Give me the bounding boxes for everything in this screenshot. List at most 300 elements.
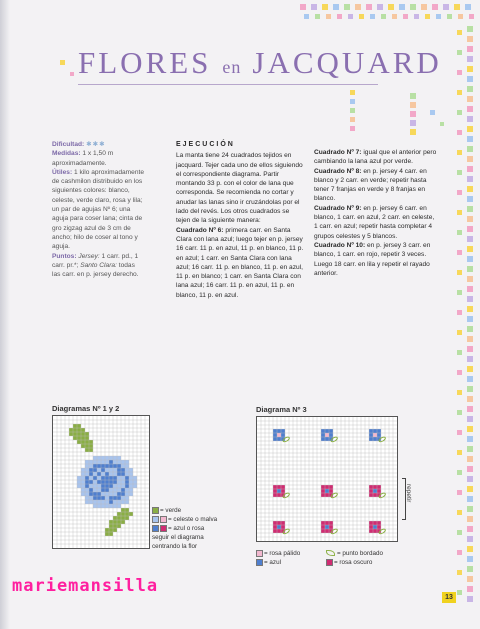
motif-cell	[273, 437, 277, 441]
flower-cell	[121, 468, 125, 472]
flower-cell	[105, 484, 109, 488]
leaf-cell	[81, 432, 85, 436]
deco-square	[410, 102, 416, 108]
leaf-cell	[121, 512, 125, 516]
motif-cell	[329, 433, 333, 437]
motif-cell	[281, 525, 285, 529]
deco-square	[410, 120, 416, 126]
leaf-cell	[125, 512, 129, 516]
flower-cell	[125, 484, 129, 488]
deco-square	[467, 86, 473, 92]
deco-square	[467, 126, 473, 132]
flower-cell	[101, 484, 105, 488]
deco-square	[467, 66, 473, 72]
motif-center-cell	[277, 433, 281, 437]
deco-square	[457, 210, 462, 215]
flower-cell	[93, 456, 97, 460]
flower-cell	[81, 492, 85, 496]
flower-cell	[101, 476, 105, 480]
motif-cell	[273, 525, 277, 529]
flower-cell	[109, 492, 113, 496]
deco-square	[467, 246, 473, 252]
flower-cell	[121, 488, 125, 492]
flower-cell	[133, 484, 137, 488]
flower-cell	[125, 496, 129, 500]
deco-square	[457, 470, 462, 475]
flower-cell	[105, 476, 109, 480]
deco-square	[403, 14, 408, 19]
motif-cell	[369, 521, 373, 525]
flower-cell	[97, 456, 101, 460]
motif-cell	[277, 521, 281, 525]
deco-square	[457, 90, 462, 95]
flower-cell	[97, 488, 101, 492]
deco-square	[467, 196, 473, 202]
flower-cell	[93, 496, 97, 500]
deco-square	[467, 56, 473, 62]
deco-square	[467, 76, 473, 82]
deco-square	[333, 4, 339, 10]
deco-square	[454, 4, 460, 10]
deco-square	[457, 450, 462, 455]
motif-cell	[369, 429, 373, 433]
deco-square	[467, 296, 473, 302]
deco-square	[467, 346, 473, 352]
leaf-cell	[113, 520, 117, 524]
deco-square	[355, 4, 361, 10]
flower-cell	[129, 472, 133, 476]
leaf-cell	[89, 444, 93, 448]
flower-cell	[113, 460, 117, 464]
flower-cell	[105, 492, 109, 496]
motif-cell	[329, 489, 333, 493]
flower-cell	[101, 500, 105, 504]
flower-cell	[117, 460, 121, 464]
motif-cell	[369, 437, 373, 441]
flower-cell	[97, 468, 101, 472]
square-9: Cuadrado Nº 9: en p. jersey 6 carr. en blanco, 1 carr. en azul, 2 carr. en celeste, 1 carr. en azul; repetir hasta completar 4 grupos celestes y 5 blancos.	[314, 204, 435, 240]
flower-cell	[109, 488, 113, 492]
flower-cell	[89, 476, 93, 480]
rosa-swatch	[160, 525, 167, 532]
motif-cell	[321, 529, 325, 533]
motif-cell	[273, 489, 277, 493]
deco-square	[467, 426, 473, 432]
motif-cell	[277, 493, 281, 497]
deco-square	[467, 186, 473, 192]
deco-square	[366, 4, 372, 10]
motif-cell	[321, 429, 325, 433]
deco-square	[304, 14, 309, 19]
deco-square	[467, 546, 473, 552]
leaf-cell	[73, 428, 77, 432]
diagram-3-legend: = rosa pálido = punto bordado = azul = rosa oscuro	[256, 549, 456, 567]
deco-square	[377, 4, 383, 10]
deco-square	[467, 576, 473, 582]
squares-column	[314, 148, 438, 278]
deco-square	[436, 14, 441, 19]
flower-cell	[93, 468, 97, 472]
square-8: Cuadrado Nº 8: en p. jersey 4 carr. en blanco y 2 carr. en verde; repetir hasta tener 7 franjas en verde y 8 franjas en blanco.	[314, 167, 427, 203]
leaf-cell	[85, 444, 89, 448]
malva-swatch	[160, 516, 167, 523]
flower-cell	[97, 496, 101, 500]
flower-cell	[117, 488, 121, 492]
deco-square	[425, 14, 430, 19]
motif-cell	[369, 433, 373, 437]
flower-cell	[109, 468, 113, 472]
flower-cell	[133, 480, 137, 484]
motif-cell	[277, 437, 281, 441]
flower-cell	[93, 464, 97, 468]
motif-cell	[273, 485, 277, 489]
leaf-cell	[85, 432, 89, 436]
motif-cell	[369, 485, 373, 489]
flower-cell	[93, 476, 97, 480]
flower-cell	[89, 496, 93, 500]
flower-cell	[117, 472, 121, 476]
motif-cell	[321, 525, 325, 529]
deco-square	[467, 436, 473, 442]
motif-center-cell	[373, 525, 377, 529]
deco-square	[467, 176, 473, 182]
flower-cell	[117, 480, 121, 484]
flower-cell	[105, 488, 109, 492]
flower-cell	[125, 464, 129, 468]
flower-cell	[93, 460, 97, 464]
leaf-cell	[89, 440, 93, 444]
deco-square	[381, 14, 386, 19]
leaf-cell	[125, 508, 129, 512]
deco-square	[467, 46, 473, 52]
materials: Útiles: 1 kilo aproximadamente de cashmilon distribuido en los siguientes colores: blanco, celeste, verde claro, rosa y lila; un par de agujas Nº 6; una aguja para coser lana; cinta de gro zigzag azul de 3 cm de ancho; hilo de coser al tono y aguja.	[52, 168, 145, 251]
motif-cell	[329, 485, 333, 489]
grid-lines	[257, 417, 397, 541]
motif-cell	[329, 521, 333, 525]
flower-cell	[89, 464, 93, 468]
diagram-1-title: Diagramas Nº 1 y 2	[52, 404, 120, 413]
flower-cell	[121, 480, 125, 484]
motif-cell	[277, 485, 281, 489]
flower-cell	[93, 488, 97, 492]
deco-square	[467, 336, 473, 342]
flower-cell	[77, 476, 81, 480]
deco-square	[440, 122, 444, 126]
deco-square	[458, 14, 463, 19]
motif-cell	[325, 529, 329, 533]
flower-cell	[85, 468, 89, 472]
motif-cell	[369, 525, 373, 529]
leaf-cell	[121, 520, 125, 524]
leaf-cell	[81, 436, 85, 440]
flower-cell	[113, 496, 117, 500]
flower-cell	[85, 496, 89, 500]
leaf-cell	[109, 524, 113, 528]
flower-cell	[97, 492, 101, 496]
motif-cell	[373, 437, 377, 441]
deco-square	[432, 4, 438, 10]
motif-cell	[377, 429, 381, 433]
flower-cell	[105, 480, 109, 484]
flower-cell	[105, 468, 109, 472]
motif-cell	[281, 429, 285, 433]
flower-cell	[81, 484, 85, 488]
flower-cell	[101, 504, 105, 508]
flower-cell	[77, 484, 81, 488]
deco-square	[457, 30, 462, 35]
flower-cell	[85, 500, 89, 504]
motif-cell	[377, 521, 381, 525]
deco-square	[457, 250, 462, 255]
leaf-cell	[69, 432, 73, 436]
motif-cell	[321, 493, 325, 497]
flower-cell	[97, 464, 101, 468]
motif-cell	[273, 521, 277, 525]
deco-square	[467, 146, 473, 152]
flower-cell	[101, 464, 105, 468]
leaf-cell	[117, 524, 121, 528]
flower-cell	[113, 504, 117, 508]
flower-cell	[113, 464, 117, 468]
deco-square	[350, 108, 355, 113]
flower-cell	[113, 500, 117, 504]
deco-square	[322, 4, 328, 10]
leaf-cell	[117, 520, 121, 524]
deco-square	[457, 270, 462, 275]
motif-center-cell	[277, 489, 281, 493]
deco-square	[326, 14, 331, 19]
leaf-cell	[109, 520, 113, 524]
page-number: 13	[442, 592, 456, 603]
motif-cell	[369, 493, 373, 497]
deco-square	[457, 350, 462, 355]
flower-cell	[85, 484, 89, 488]
flower-cell	[105, 460, 109, 464]
flower-cell	[101, 460, 105, 464]
motif-cell	[373, 429, 377, 433]
flower-cell	[93, 504, 97, 508]
flower-cell	[93, 484, 97, 488]
deco-square	[467, 226, 473, 232]
deco-square	[70, 72, 74, 76]
flower-cell	[93, 492, 97, 496]
deco-square	[457, 590, 462, 595]
motif-cell	[325, 437, 329, 441]
stitches: Puntos: Jersey: 1 carr. pd., 1 carr. pr.*; Santo Clara: todas las carr. en p. jersey derecho.	[52, 252, 139, 279]
flower-cell	[85, 488, 89, 492]
flower-cell	[81, 480, 85, 484]
flower-cell	[113, 488, 117, 492]
deco-square	[467, 586, 473, 592]
leaf-cell	[113, 516, 117, 520]
deco-square	[457, 330, 462, 335]
flower-cell	[89, 472, 93, 476]
deco-square	[443, 4, 449, 10]
deco-square	[457, 130, 462, 135]
motif-cell	[325, 429, 329, 433]
flower-cell	[85, 472, 89, 476]
flower-cell	[105, 496, 109, 500]
deco-square	[467, 466, 473, 472]
deco-square	[467, 416, 473, 422]
rosa-oscuro-swatch	[326, 559, 333, 566]
azul-swatch	[152, 525, 159, 532]
deco-square	[414, 14, 419, 19]
leaf-cell	[129, 512, 133, 516]
flower-cell	[105, 456, 109, 460]
flower-cell	[109, 480, 113, 484]
motif-cell	[273, 493, 277, 497]
flower-cell	[81, 472, 85, 476]
leaf-cell	[117, 512, 121, 516]
deco-square	[467, 256, 473, 262]
motif-cell	[377, 485, 381, 489]
execution-column	[176, 140, 304, 300]
deco-square	[467, 136, 473, 142]
motif-center-cell	[373, 489, 377, 493]
deco-square	[467, 406, 473, 412]
deco-square	[467, 156, 473, 162]
motif-center-cell	[325, 433, 329, 437]
deco-square	[410, 93, 416, 99]
flower-cell	[109, 476, 113, 480]
leaf-cell	[121, 508, 125, 512]
flower-cell	[105, 464, 109, 468]
flower-cell	[81, 476, 85, 480]
leaf-cell	[73, 436, 77, 440]
deco-square	[410, 129, 416, 135]
flower-cell	[129, 468, 133, 472]
deco-square	[467, 166, 473, 172]
flower-cell	[101, 456, 105, 460]
flower-cell	[97, 472, 101, 476]
motif-cell	[373, 493, 377, 497]
motif-center-cell	[373, 433, 377, 437]
flower-cell	[109, 484, 113, 488]
deco-square	[467, 516, 473, 522]
deco-square	[467, 96, 473, 102]
flower-cell	[85, 476, 89, 480]
deco-square	[467, 376, 473, 382]
deco-square	[457, 410, 462, 415]
deco-square	[457, 490, 462, 495]
motif-cell	[273, 529, 277, 533]
flower-cell	[125, 480, 129, 484]
motif-center-cell	[325, 489, 329, 493]
flower-cell	[85, 492, 89, 496]
deco-square	[300, 4, 306, 10]
punto-bordado-icon	[326, 550, 335, 556]
motif-cell	[321, 485, 325, 489]
flower-cell	[101, 496, 105, 500]
motif-cell	[281, 485, 285, 489]
flower-cell	[93, 500, 97, 504]
flower-cell	[117, 496, 121, 500]
flower-cell	[129, 488, 133, 492]
flower-cell	[81, 488, 85, 492]
flower-cell	[85, 460, 89, 464]
deco-square	[421, 4, 427, 10]
deco-square	[337, 14, 342, 19]
flower-cell	[117, 464, 121, 468]
diagram-1-grid	[52, 415, 150, 549]
deco-square	[457, 430, 462, 435]
motif-cell	[377, 489, 381, 493]
deco-square	[457, 110, 462, 115]
motif-cell	[369, 529, 373, 533]
flower-cell	[117, 476, 121, 480]
deco-square	[311, 4, 317, 10]
difficulty: Dificultad: ✱✱✱	[52, 141, 106, 148]
azul-swatch-3	[256, 559, 263, 566]
flower-cell	[109, 464, 113, 468]
leaf-cell	[77, 424, 81, 428]
square-7: Cuadrado Nº 7: igual que el anterior pero cambiando la lana azul por verde.	[314, 149, 437, 166]
flower-cell	[133, 476, 137, 480]
flower-cell	[109, 460, 113, 464]
flower-cell	[121, 484, 125, 488]
flower-cell	[105, 500, 109, 504]
leaf-cell	[77, 440, 81, 444]
flower-cell	[117, 500, 121, 504]
measurements: Medidas: 1 x 1,50 m aproximadamente.	[52, 150, 114, 167]
leaf-cell	[73, 424, 77, 428]
flower-cell	[97, 500, 101, 504]
diagram-1-note: seguir el diagrama centrando la flor	[152, 534, 204, 550]
flower-cell	[113, 456, 117, 460]
flower-cell	[89, 468, 93, 472]
page-title: FLORES en JACQUARD	[78, 45, 442, 80]
deco-square	[457, 150, 462, 155]
flower-cell	[117, 468, 121, 472]
deco-square	[467, 26, 473, 32]
deco-square	[467, 596, 473, 602]
flower-cell	[97, 480, 101, 484]
deco-square	[457, 50, 462, 55]
flower-cell	[89, 492, 93, 496]
flower-cell	[85, 464, 89, 468]
flower-cell	[105, 504, 109, 508]
flower-cell	[81, 468, 85, 472]
motif-cell	[321, 433, 325, 437]
deco-square	[60, 60, 65, 65]
deco-square	[457, 570, 462, 575]
deco-square	[467, 486, 473, 492]
leaf-cell	[89, 448, 93, 452]
deco-square	[469, 14, 474, 19]
motif-cell	[273, 429, 277, 433]
flower-cell	[117, 456, 121, 460]
leaf-cell	[81, 440, 85, 444]
leaf-cell	[77, 428, 81, 432]
flower-cell	[89, 488, 93, 492]
deco-square	[467, 566, 473, 572]
deco-square	[457, 510, 462, 515]
flower-cell	[97, 460, 101, 464]
deco-square	[447, 14, 452, 19]
flower-cell	[113, 484, 117, 488]
repeat-label: repetir	[405, 484, 412, 503]
deco-square	[350, 90, 355, 95]
motif-cell	[277, 429, 281, 433]
motif-cell	[325, 485, 329, 489]
flower-cell	[109, 496, 113, 500]
motif-cell	[321, 521, 325, 525]
motif-cell	[321, 437, 325, 441]
deco-square	[467, 276, 473, 282]
leaf-cell	[85, 440, 89, 444]
flower-cell	[129, 480, 133, 484]
